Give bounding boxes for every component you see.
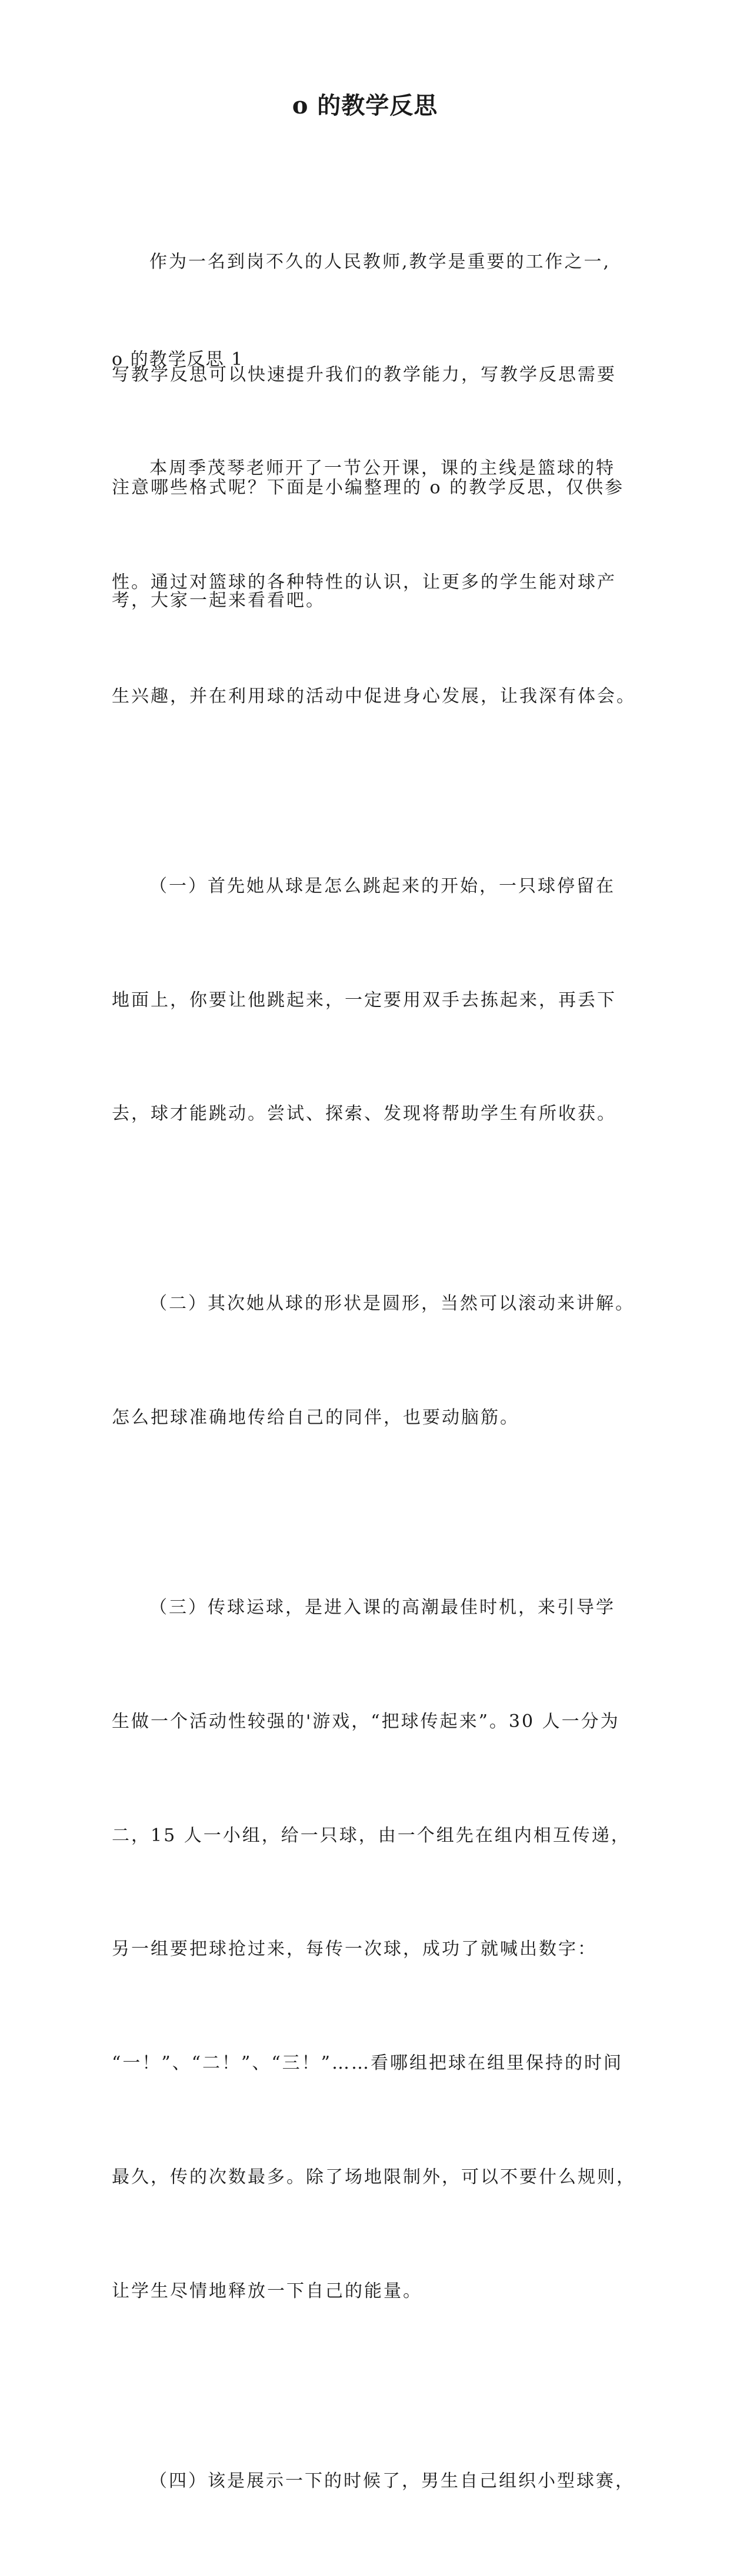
- paragraph-line: 去，球才能跳动。尝试、探索、发现将帮助学生有所收获。: [112, 1103, 616, 1125]
- paragraph-line: 怎么把球准确地传给自己的同伴，也要动脑筋。: [112, 1407, 519, 1428]
- intro-line: 考，大家一起来看看吧。: [112, 590, 325, 611]
- paragraph-line: （二）其次她从球的形状是圆形，当然可以滚动来讲解。: [149, 1293, 635, 1314]
- body-paragraph-4: [112, 1513, 636, 2387]
- paragraph-line: （三）传球运球，是进入课的高潮最佳时机，来引导学: [149, 1597, 615, 1618]
- intro-line: 注意哪些格式呢？下面是小编整理的 o 的教学反思，仅供参: [112, 477, 625, 498]
- intro-line: 作为一名到岗不久的人民教师,教学是重要的工作之一,: [149, 252, 611, 272]
- paragraph-line: 生兴趣，并在利用球的活动中促进身心发展，让我深有体会。: [112, 685, 636, 707]
- body-paragraph-3: [112, 1209, 635, 1513]
- paragraph-line: 本周季茂琴老师开了一节公开课，课的主线是篮球的特: [149, 458, 615, 479]
- paragraph-line: 最久，传的次数最多。除了场地限制外，可以不要什么规则，: [112, 2166, 636, 2187]
- body-paragraph-5: [112, 2386, 635, 2576]
- paragraph-line: 另一组要把球抢过来，每传一次球，成功了就喊出数字：: [112, 1939, 597, 1960]
- paragraph-line: 生做一个活动性较强的'游戏，“把球传起来”。30 人一分为: [112, 1711, 620, 1732]
- paragraph-line: 地面上，你要让他跳起来，一定要用双手去拣起来，再丢下: [112, 989, 616, 1011]
- paragraph-line: （四）该是展示一下的时候了，男生自己组织小型球赛，: [149, 2470, 635, 2491]
- section-content: [112, 374, 636, 2576]
- paragraph-line: （一）首先她从球是怎么跳起来的开始，一只球停留在: [149, 875, 615, 896]
- document-title: o 的教学反思: [292, 92, 438, 119]
- paragraph-line: 让学生尽情地释放一下自己的能量。: [112, 2280, 422, 2301]
- paragraph-line: “一！”、“二！”、“三！”……看哪组把球在组里保持的时间: [112, 2053, 624, 2074]
- section-heading: o 的教学反思 1: [112, 349, 244, 370]
- paragraph-line: 二，15 人一小组，给一只球，由一个组先在组内相互传递，: [112, 1825, 631, 1846]
- body-paragraph-1: [112, 374, 636, 792]
- intro-line: 写教学反思可以快速提升我们的教学能力，写教学反思需要: [112, 364, 616, 385]
- body-paragraph-2: [112, 792, 624, 1210]
- paragraph-line: 性。通过对篮球的各种特性的认识，让更多的学生能对球产: [112, 571, 616, 593]
